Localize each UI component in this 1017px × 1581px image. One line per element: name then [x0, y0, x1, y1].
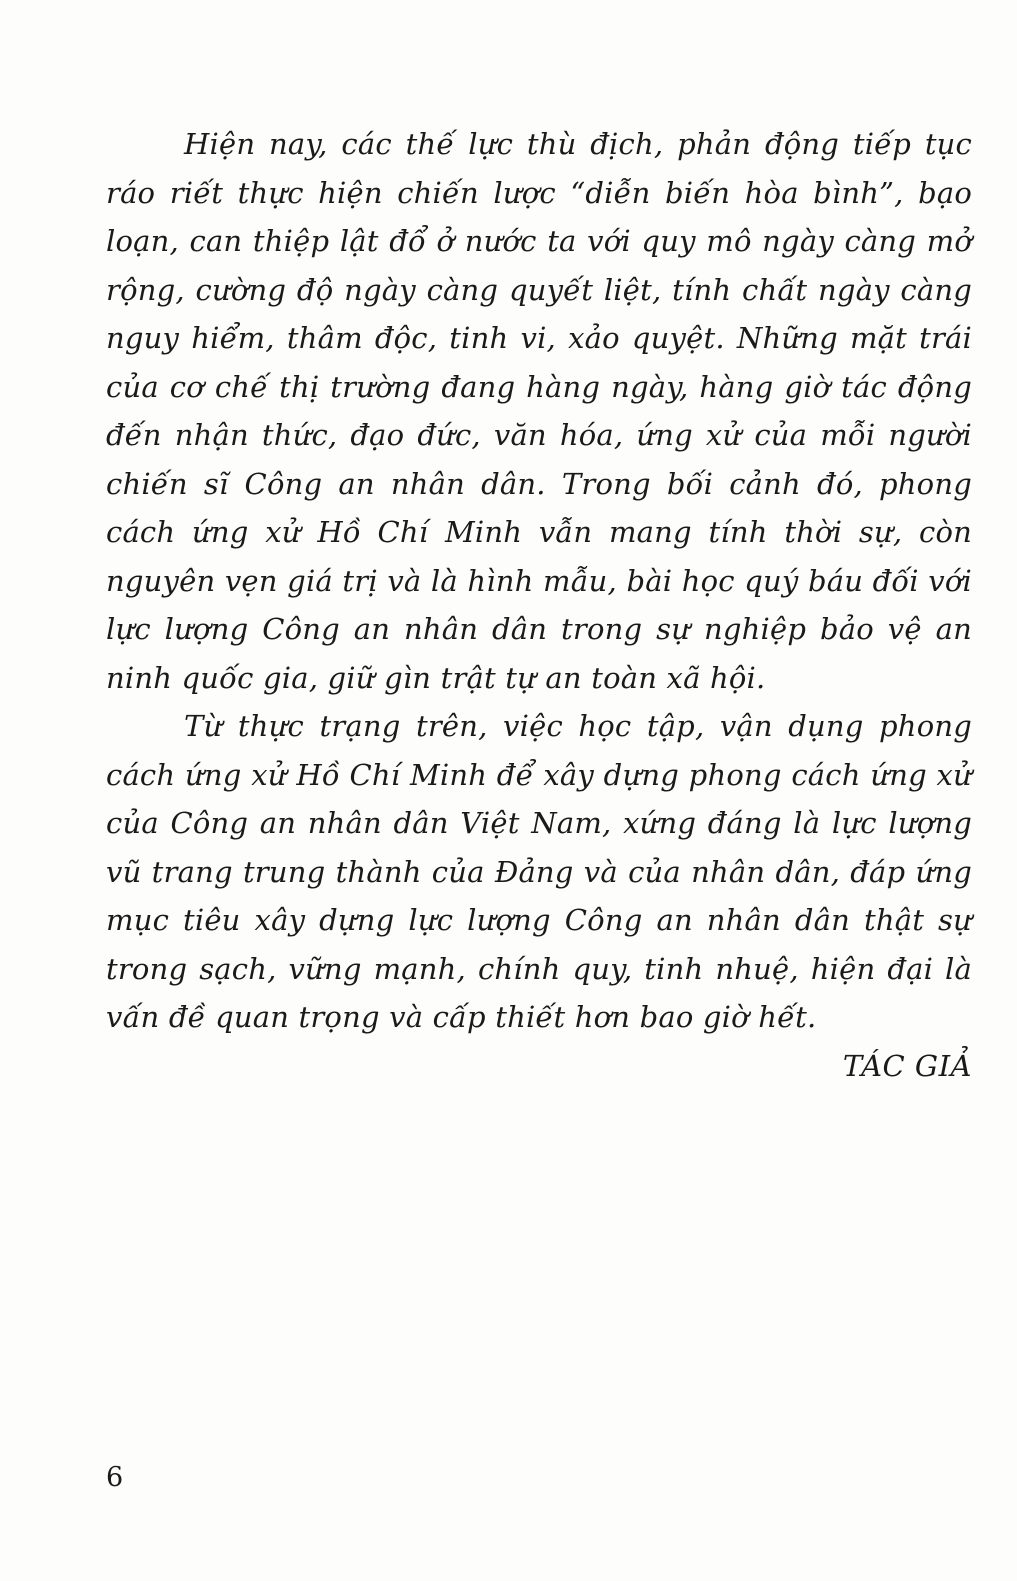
page-number: 6 [106, 1462, 124, 1493]
paragraph-2: Từ thực trạng trên, việc học tập, vận dụng phong cách ứng xử Hồ Chí Minh để xây dựng phong cách ứng xử của Công an nhân dân Việt Nam, xứng đáng là lực lượng vũ trang trung thành của Đảng và của nhân dân, đáp ứng mục tiêu xây dựng lực lượng Công an nhân dân thật sự trong sạch, vững mạnh, chính quy, tinh nhuệ, hiện đại là vấn đề quan trọng và cấp thiết hơn bao giờ hết. [106, 709, 972, 1034]
paragraph-1: Hiện nay, các thế lực thù địch, phản động tiếp tục ráo riết thực hiện chiến lược “diễn biến hòa bình”, bạo loạn, can thiệp lật đổ ở nước ta với quy mô ngày càng mở rộng, cường độ ngày càng quyết liệt, tính chất ngày càng nguy hiểm, thâm độc, tinh vi, xảo quyệt. Những mặt trái của cơ chế thị trường đang hàng ngày, hàng giờ tác động đến nhận thức, đạo đức, văn hóa, ứng xử của mỗi người chiến sĩ Công an nhân dân. Trong bối cảnh đó, phong cách ứng xử Hồ Chí Minh vẫn mang tính thời sự, còn nguyên vẹn giá trị và là hình mẫu, bài học quý báu đối với lực lượng Công an nhân dân trong sự nghiệp bảo vệ an ninh quốc gia, giữ gìn trật tự an toàn xã hội. [106, 127, 972, 695]
body-text [106, 120, 972, 1090]
author-signature: TÁC GIẢ [842, 1048, 972, 1083]
